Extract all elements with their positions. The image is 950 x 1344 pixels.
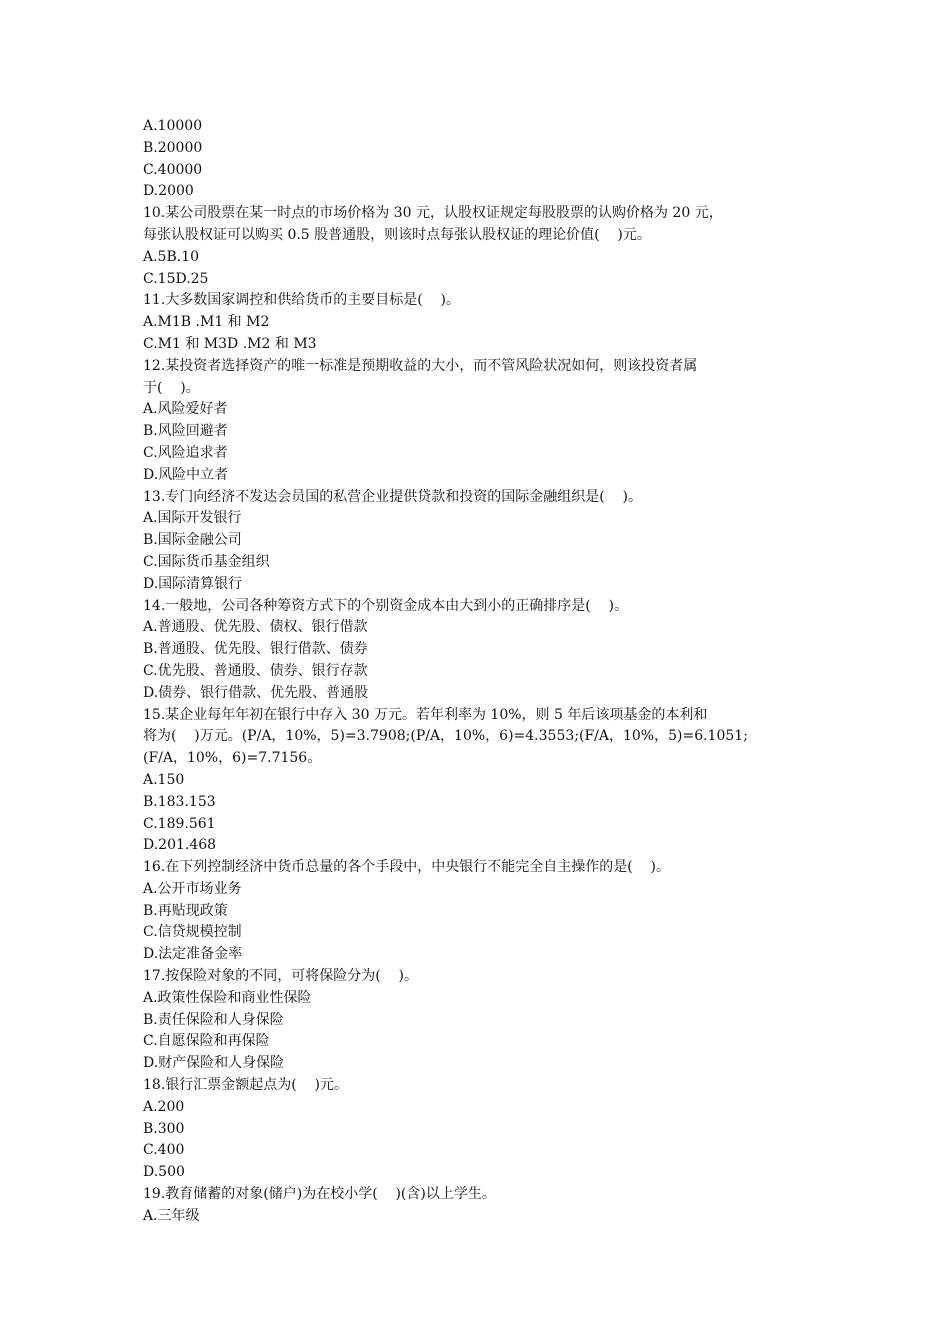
text-line: 将为( )万元。(P/A，10%，5)=3.7908;(P/A，10%，6)=4.3553;(F/A，10%，5)=6.1051;: [143, 728, 748, 745]
text-line: B.风险回避者: [143, 423, 228, 440]
text-line: A.150: [143, 771, 185, 788]
text-line: 13.专门向经济不发达会员国的私营企业提供贷款和投资的国际金融组织是( )。: [143, 488, 642, 505]
text-line: A.普通股、优先股、债权、银行借款: [143, 619, 368, 636]
text-line: A.10000: [143, 118, 203, 134]
text-line: D.500: [143, 1164, 185, 1181]
text-line: B.国际金融公司: [143, 532, 242, 549]
text-line: B.普通股、优先股、银行借款、债券: [143, 641, 368, 658]
text-line: 19.教育储蓄的对象(储户)为在校小学( )(含)以上学生。: [143, 1186, 496, 1203]
text-line: D.财产保险和人身保险: [143, 1055, 285, 1072]
text-line: 10.某公司股票在某一时点的市场价格为 30 元，认股权证规定每股股票的认购价格为 20 元，: [143, 205, 723, 222]
text-line: 14.一般地，公司各种筹资方式下的个别资金成本由大到小的正确排序是( )。: [143, 597, 628, 614]
text-line: B.183.153: [143, 793, 216, 810]
text-line: C.400: [143, 1142, 185, 1159]
text-line: C.40000: [143, 161, 203, 178]
text-line: D.201.468: [143, 837, 217, 854]
text-line: D.2000: [143, 183, 194, 200]
text-line: A.三年级: [143, 1207, 200, 1224]
text-line: 12.某投资者选择资产的唯一标准是预期收益的大小，而不管风险状况如何，则该投资者属: [143, 357, 698, 374]
text-line: C.国际货币基金组织: [143, 553, 270, 570]
text-line: B.300: [143, 1120, 185, 1137]
text-line: D.债券、银行借款、优先股、普通股: [143, 684, 369, 701]
text-line: A.200: [143, 1098, 185, 1115]
text-line: 17.按保险对象的不同，可将保险分为( )。: [143, 968, 418, 985]
text-line: A.M1B .M1 和 M2: [143, 314, 270, 331]
text-line: (F/A，10%，6)=7.7156。: [143, 750, 322, 767]
text-line: C.信贷规模控制: [143, 924, 242, 941]
text-line: B.再贴现政策: [143, 902, 228, 919]
text-line: 16.在下列控制经济中货币总量的各个手段中，中央银行不能完全自主操作的是( )。: [143, 859, 670, 876]
text-line: D.国际清算银行: [143, 575, 243, 592]
document-page: [143, 116, 813, 1228]
text-line: C.自愿保险和再保险: [143, 1033, 270, 1050]
text-line: C.15D.25: [143, 270, 209, 287]
text-line: D.风险中立者: [143, 466, 229, 483]
text-line: 15.某企业每年年初在银行中存入 30 万元。若年利率为 10%，则 5 年后该项基金的本利和: [143, 706, 708, 723]
text-line: C.189.561: [143, 815, 216, 832]
text-line: A.风险爱好者: [143, 401, 228, 418]
text-line: 于( )。: [143, 379, 200, 396]
text-line: 11.大多数国家调控和供给货币的主要目标是( )。: [143, 292, 460, 309]
text-line: B.20000: [143, 139, 203, 156]
text-line: 18.银行汇票金额起点为( )元。: [143, 1077, 348, 1094]
text-line: 每张认股权证可以购买 0.5 股普通股，则该时点每张认股权证的理论价值( )元。: [143, 226, 651, 243]
text-line: C.风险追求者: [143, 444, 228, 461]
text-line: C.优先股、普通股、债券、银行存款: [143, 662, 368, 679]
text-line: A.5B.10: [143, 248, 200, 265]
text-line: C.M1 和 M3D .M2 和 M3: [143, 335, 317, 352]
text-line: A.政策性保险和商业性保险: [143, 989, 312, 1006]
text-line: A.国际开发银行: [143, 510, 242, 527]
text-line: A.公开市场业务: [143, 880, 242, 897]
text-line: B.责任保险和人身保险: [143, 1011, 284, 1028]
text-line: D.法定准备金率: [143, 946, 243, 963]
